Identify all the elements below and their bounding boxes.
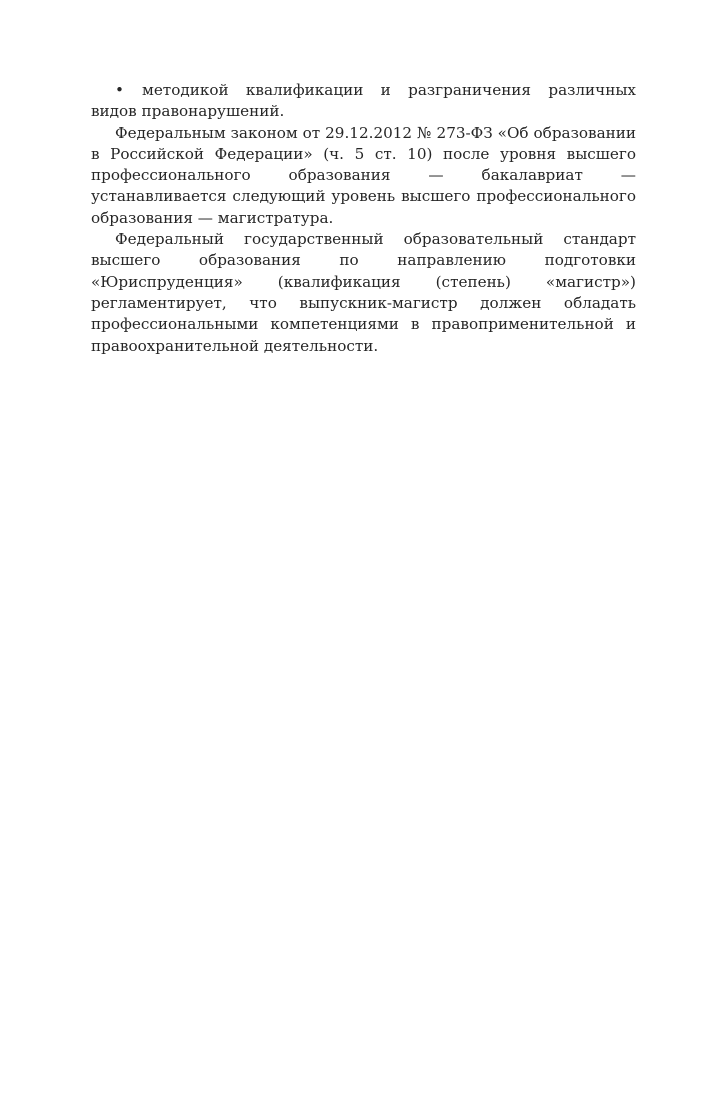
- bullet-item-text: методикой квалификации и разграничения различных видов правонарушений.: [91, 81, 636, 121]
- page-body: [91, 80, 636, 357]
- paragraph-education-standard: Федеральный государственный образовательный стандарт высшего образования по направлению подготовки «Юриспруденция» (квалификация (степень) «магистр») регламентирует, что выпускник-магистр должен обладать профессиональными компетенциями в правоприменительной и правоохранительной деятельности.: [91, 230, 636, 355]
- bullet-marker: •: [115, 81, 124, 99]
- paragraph-education-law: Федеральным законом от 29.12.2012 № 273-ФЗ «Об образовании в Российской Федерации» (ч. 5 ст. 10) после уровня высшего профессионального образования — бакалавриат — устанавливается следующий уровень высшего профессионального образования — магистратура.: [91, 123, 636, 227]
- bullet-list-item: [91, 80, 636, 123]
